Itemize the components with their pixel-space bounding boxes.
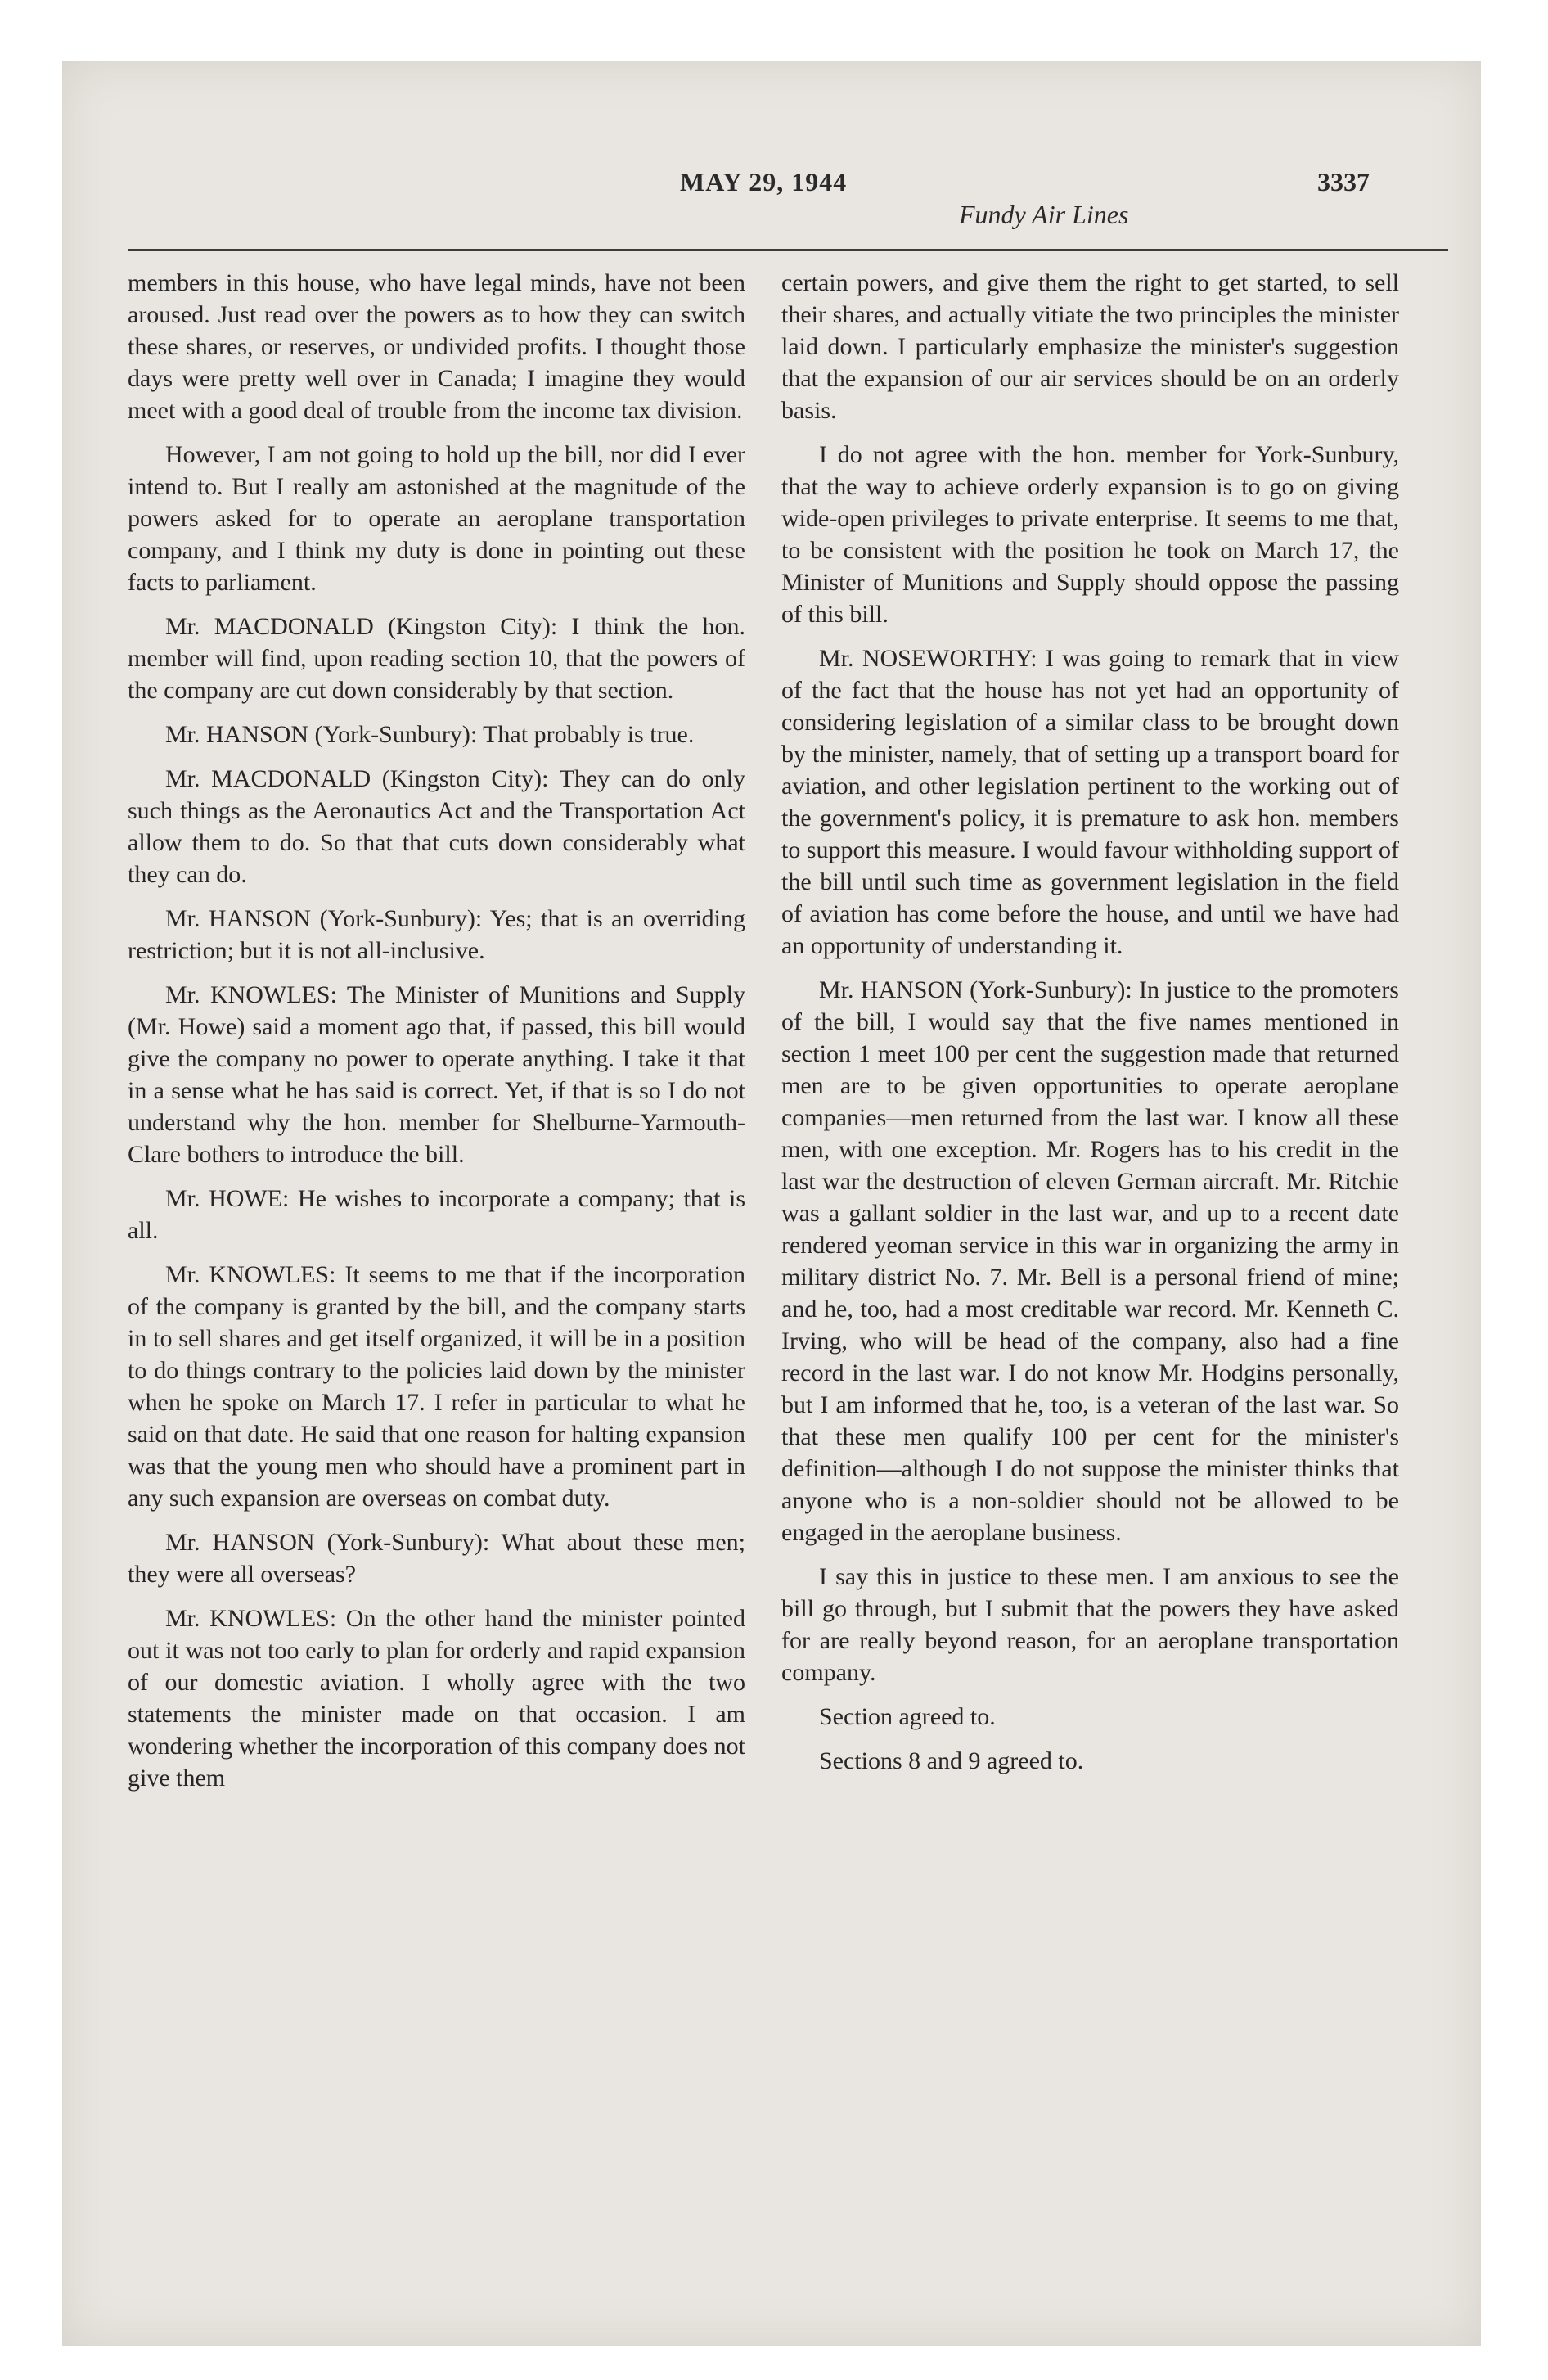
paragraph: Mr. NOSEWORTHY: I was going to remark that in view of the fact that the house has not yet had an opportunity of considering legislation of a similar class to be brought down by the minister, namely, that of setting up a transport board for aviation, and other legislation pertinent to the working out of the government's policy, it is premature to ask hon. members to support this measure. I would favour withholding support of the bill until such time as government legislation in the field of aviation has come before the house, and until we have had an opportunity of understanding it. [781, 645, 1399, 959]
paragraph: members in this house, who have legal minds, have not been aroused. Just read over the powers as to how they can switch these shares, or reserves, or undivided profits. I thought those days were pretty well over in Canada; I imagine they would meet with a good deal of trouble from the income tax division. [128, 269, 745, 424]
paragraph: Mr. MACDONALD (Kingston City): I think the hon. member will find, upon reading section 10, that the powers of the company are cut down considerably by that section. [128, 613, 745, 704]
paragraph: certain powers, and give them the right to get started, to sell their shares, and actually vitiate the two principles the minister laid down. I particularly emphasize the minister's suggestion that the expansion of our air services should be on an orderly basis. [781, 269, 1399, 424]
header-rule [128, 249, 1448, 251]
paragraph: Mr. HANSON (York-Sunbury): What about these men; they were all overseas? [128, 1529, 745, 1588]
paragraph: Mr. KNOWLES: It seems to me that if the incorporation of the company is granted by the bill, and the company starts in to sell shares and get itself organized, it will be in a position to do things contrary to the policies laid down by the minister when he spoke on March 17. I refer in particular to what he said on that date. He said that one reason for halting expansion was that the young men who should have a prominent part in any such expansion are overseas on combat duty. [128, 1261, 745, 1512]
paragraph: Mr. HANSON (York-Sunbury): In justice to the promoters of the bill, I would say that the five names mentioned in section 1 meet 100 per cent the suggestion made that returned men are to be given opportunities to operate aeroplane companies—men returned from the last war. I know all these men, with one exception. Mr. Rogers has to his credit in the last war the destruction of eleven German aircraft. Mr. Ritchie was a gallant soldier in the last war, and up to a recent date rendered yeoman service in this war in organizing the army in military district No. 7. Mr. Bell is a personal friend of mine; and he, too, had a most creditable war record. Mr. Kenneth C. Irving, who will be head of the company, also had a fine record in the last war. I do not know Mr. Hodgins personally, but I am informed that he, too, is a veteran of the last war. So that these men qualify 100 per cent for the minister's definition—although I do not suppose the minister thinks that anyone who is a non-soldier should not be allowed to be engaged in the aeroplane business. [781, 976, 1399, 1546]
paragraph: I do not agree with the hon. member for York-Sunbury, that the way to achieve orderly expansion is to go on giving wide-open privileges to private enterprise. It seems to me that, to be consistent with the position he took on March 17, the Minister of Munitions and Supply should oppose the passing of this bill. [781, 441, 1399, 628]
document-page [62, 61, 1481, 2346]
paragraph: I say this in justice to these men. I am anxious to see the bill go through, but I submit that the powers they have asked for are really beyond reason, for an aeroplane transportation company. [781, 1563, 1399, 1686]
paragraph: Mr. HANSON (York-Sunbury): That probably is true. [165, 721, 695, 748]
header-section-title: Fundy Air Lines [959, 200, 1129, 229]
page-header [62, 61, 1481, 241]
right-column [781, 267, 1399, 1789]
paragraph: However, I am not going to hold up the bill, nor did I ever intend to. But I really am astonished at the magnitude of the powers asked for to operate an aeroplane transportation company, and I think my duty is done in pointing out these facts to parliament. [128, 441, 745, 596]
paragraph: Section agreed to. [819, 1703, 996, 1730]
left-column [128, 267, 745, 1806]
paragraph: Mr. KNOWLES: The Minister of Munitions and Supply (Mr. Howe) said a moment ago that, if passed, this bill would give the company no power to operate anything. I take it that in a sense what he has said is correct. Yet, if that is so I do not understand why the hon. member for Shelburne-Yarmouth-Clare bothers to introduce the bill. [128, 981, 745, 1168]
paragraph: Mr. HANSON (York-Sunbury): Yes; that is an overriding restriction; but it is not all-inclusive. [128, 905, 745, 964]
paragraph: Mr. KNOWLES: On the other hand the minister pointed out it was not too early to plan for orderly and rapid expansion of our domestic aviation. I wholly agree with the two statements the minister made on that occasion. I am wondering whether the incorporation of this company does not give them [128, 1605, 745, 1792]
header-date: MAY 29, 1944 [680, 167, 848, 196]
paragraph: Sections 8 and 9 agreed to. [819, 1747, 1084, 1774]
paragraph: Mr. MACDONALD (Kingston City): They can do only such things as the Aeronautics Act and the Transportation Act allow them to do. So that that cuts down considerably what they can do. [128, 765, 745, 888]
header-page-number: 3337 [1317, 167, 1370, 196]
paragraph: Mr. HOWE: He wishes to incorporate a company; that is all. [128, 1185, 745, 1244]
